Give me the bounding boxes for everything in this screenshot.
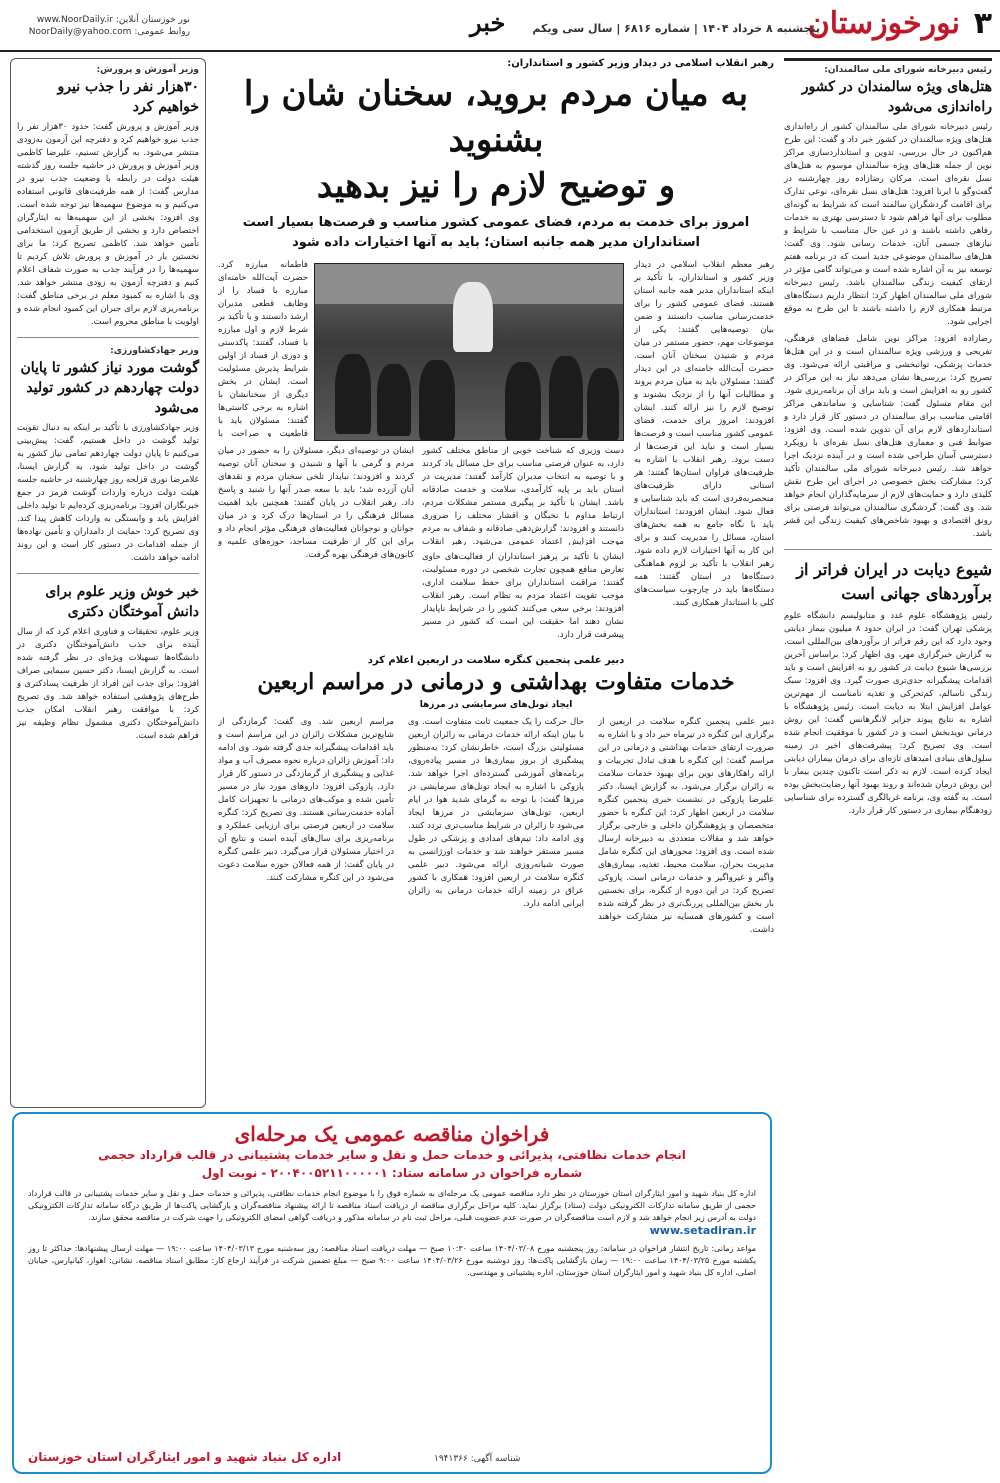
section-title: خبر	[470, 8, 506, 37]
left-story-1	[17, 65, 199, 329]
main-body-left-bottom: ایشان در توصیه‌ای دیگر، مسئولان را به حضور در میان مردم و گرمی با آنها و شنیدن و سخنان آنان توصیه کردند و افزودند: نبایداز تلخی سخنان مردم و نقدهای آنان آزرده شد؛ باید با سعه صدر آنها را شنید و پاسخ داد. رهبر انقلاب در پایان گفتند: همچنین باید اهمیت مسائل فرهنگی را در استان‌ها درک کرد و در میان جوانان و نوجوانان فعالیت‌های فرهنگی مؤثر انجام داد و برای این کار از ظرفیت مساجد، حوزه‌های علمیه و کانون‌های فرهنگی بهره گرفت.	[218, 446, 414, 560]
main-subheadline	[218, 213, 774, 253]
web-line-1: نور خوزستان آنلاین: www.NoorDaily.ir	[36, 15, 190, 25]
headline: هتل‌های ویژه سالمندان در کشور راه‌اندازی می‌شود	[801, 79, 992, 115]
story2-headline: خدمات متفاوت بهداشتی و درمانی در مراسم اربعین	[257, 669, 735, 695]
photo-figure	[505, 362, 541, 440]
main-story	[218, 58, 774, 647]
headline: گوشت مورد نیاز کشور تا پایان دولت چهاردهم در کشور تولید می‌شود	[20, 360, 199, 416]
photo-figure	[549, 356, 583, 438]
story2-body-center: حال حرکت را یک جمعیت ثابت متفاوت است. وی با بیان اینکه ارائه خدمات درمانی به زائران اربعین مسئولیتی بزرگ است، خاطرنشان کرد: به‌منظور پیشگیری از بروز بیماری‌ها در مسیر پیاده‌روی، برنامه‌های آموزشی گسترده‌ای اجرا خواهد شد. پازوکی با اشاره به ایجاد تونل‌های سرمایشی در مرزها گفت: با توجه به گرمای شدید هوا در ایام اربعین، تونل‌های سرمایشی در مرزها ایجاد می‌شود تا زائران در شرایط مناسب‌تری تردد کنند. وی ادامه داد: تیم‌های امدادی و پزشکی در طول مسیر مستقر خواهند شد و خدمات اورژانسی به صورت شبانه‌روزی ارائه می‌شود. دبیر علمی کنگره سلامت در اربعین افزود: همکاری با کشور عراق در زمینه ارائه خدمات درمانی به زائران ایرانی ادامه دارد.	[408, 717, 584, 909]
main-kicker: رهبر انقلاب اسلامی در دیدار وزیر کشور و استانداران:	[507, 58, 774, 69]
body-text: وزیر آموزش و پرورش گفت: حدود ۳۰هزار نفر را جذب نیرو خواهیم کرد و دفترچه این آزمون به‌زودی منتشر می‌شود. به گزارش تسنیم، علیرضا کاظمی وزیر آموزش و پرورش در حاشیه جلسه روز گذشته هیئت دولت در رابطه با وضعیت جذب نیرو در مدارس گفت: از همه ظرفیت‌های قانونی استفاده می‌کنیم و به موضوع سهمیه‌ها نیز توجه شده است. وی افزود: بخشی از این سهمیه‌ها به ایثارگران اختصاص دارد و بخشی از طریق آزمون استخدامی تأمین خواهد شد. کاظمی تصریح کرد: ما برای نخستین بار در آموزش و پرورش تلاش کردیم تا سهمیه‌ها را در فرآیند جذب به صورت شفاف اعلام کنیم و دفترچه آزمون به زودی منتشر خواهد شد. وی با اشاره به کمبود معلم در برخی مناطق گفت: برنامه‌ریزی لازم برای جبران این کمبود انجام شده و اولویت با مناطق محروم است.	[17, 122, 199, 327]
main-body-right: رهبر معظم انقلاب اسلامی در دیدار وزیر کشور و استانداران، با تأکید بر اینکه استانداران مدیر همه جانبه استان هستند، فضای عمومی کشور را برای خدمت‌رسانی مناسب دانستند و ضمن بیان توصیه‌هایی گفتند: یکی از موضوعات مهم، حضور مستمر در میان مردم و شنیدن سخنان آنان است. حضرت آیت‌الله خامنه‌ای در این دیدار گفتند: مسئولان باید به میان مردم بروند و مطالبات آنها را از نزدیک بشنوند و توضیح لازم را نیز ارائه کنند. ایشان افزودند: امروز برای خدمت، فضای عمومی کشور مناسب است و فرصت‌ها بسیار است و نباید این فرصت‌ها از دست برود. رهبر انقلاب با اشاره به ظرفیت‌های فراوان استان‌ها گفتند: هر استانی دارای ظرفیت‌های منحصربه‌فردی است که باید شناسایی و فعال شود. ایشان افزودند: استانداران باید با نگاه جامع به همه بخش‌های استان، مسائل را مدیریت کنند و برای این کار به آنها اختیارات لازم داده شود. رهبر انقلاب با تأکید بر لزوم هماهنگی دستگاه‌ها در استان گفتند: همه دستگاه‌ها باید در چارچوب سیاست‌های کلی با استاندار همکاری کنند.	[634, 260, 774, 608]
ad-subtitle-2: شماره فراخوان در سامانه ستاد: ۲۰۰۴۰۰۵۲۱۱۰۰۰۰۰۱ - نوبت اول	[201, 1166, 583, 1180]
right-column	[784, 58, 992, 1476]
main-headline-line-2: و توضیح لازم را نیز بدهید	[316, 166, 676, 206]
main-headline-line-1: به میان مردم بروید، سخنان شان را بشنوید	[243, 74, 749, 160]
newspaper-logo	[808, 6, 960, 41]
headline: شیوع دیابت در ایران فراتر از برآوردهای جهانی است	[796, 560, 992, 603]
photo-figure	[587, 368, 619, 440]
meeting-photo	[314, 263, 624, 441]
divider	[17, 337, 199, 338]
story2-kicker: دبیر علمی پنجمین کنگره سلامت در اربعین اعلام کرد	[367, 655, 625, 666]
right-story-2	[784, 558, 992, 818]
web-info	[10, 14, 190, 38]
main-body-left: فاطمانه مبارزه کرد. حضرت آیت‌الله خامنه‌ای مبارزه با فساد را از وظایف قطعی مدیران ارشد دانستند و با تأکید بر شرط لازم و اول مبارزه با فساد، گفتند: پاکدستی و دوری از فساد از اولین شرایط پذیرش مسئولیت است. ایشان در بخش دیگری از سخنانشان با اشاره به برخی کاستی‌ها گفتند: مسئولان باید با قاطعیت و صراحت با	[218, 260, 308, 437]
ad-footer: اداره کل بنیاد شهید و امور ایثارگران استان خوزستان	[28, 1450, 342, 1464]
ad-website-link[interactable]: www.setadiran.ir	[649, 1224, 756, 1237]
left-column	[10, 58, 206, 1108]
ad-body: اداره کل بنیاد شهید و امور ایثارگران استان خوزستان در نظر دارد مناقصه عمومی یک مرحله‌ای به شماره فوق را با موضوع انجام خدمات نظافتی، پذیرائی و خدمات حمل و نقل و سایر خدمات پشتیبانی در قالب قرارداد حجمی از طریق سامانه تدارکات الکترونیکی دولت (ستاد) برگزار نماید. کلیه مراحل برگزاری مناقصه از دریافت اسناد مناقصه تا ارائه پیشنهاد مناقصه‌گران و بازگشایی پاکت‌ها از طریق درگاه سامانه تدارکات الکترونیکی دولت به آدرس زیر انجام خواهد شد و لازم است مناقصه‌گران در صورت عدم عضویت قبلی، مراحل ثبت نام در سامانه مذکور و دریافت گواهی امضای الکترونیکی را جهت شرکت در مناقصه محقق سازند.	[28, 1189, 756, 1222]
kicker: وزیر جهادکشاورزی:	[110, 346, 199, 356]
logo-text: نورخوزستان	[807, 6, 960, 41]
divider	[784, 549, 992, 550]
web-line-2: روابط عمومی: NoorDaily@yahoo.com	[28, 27, 190, 37]
kicker: وزیر آموزش و پرورش:	[96, 65, 199, 75]
arbaeen-story	[218, 655, 774, 1186]
center-column	[218, 58, 774, 1186]
body-text-continued: رضازاده افزود: مراکز نوین شامل فضاهای فرهنگی، تفریحی و ورزشی ویژه سالمندان است و در این هتل‌ها خدمات پزشکی، توانبخشی و مراقبتی ارائه می‌شود. وی تصریح کرد: بررسی‌ها نشان می‌دهد نیاز به این مراکز در کشور رو به افزایش است و باید برای آن برنامه‌ریزی شود. این مقام مسئول گفت: شناسایی و ساماندهی مراکز اقامتی مناسب برای سالمندان در دستور کار قرار دارد و استانداردهای لازم برای آن تدوین شده است. وی افزود: ضوابط فنی و معماری هتل‌های نسل نقره‌ای با رویکرد دسترسی آسان طراحی شده است و در آینده نزدیک اجرا خواهد شد. رئیس دبیرخانه شورای ملی سالمندان تأکید کرد: مشارکت بخش خصوصی در اجرای این طرح نقش کلیدی دارد و حمایت‌های لازم از سرمایه‌گذاران انجام خواهد شد. وی گفت: گردشگری سالمندان می‌تواند فرصتی برای رونق اقتصادی و بهبود شاخص‌های کیفیت زندگی این قشر باشد.	[784, 334, 992, 539]
photo-leader-figure	[453, 282, 493, 352]
headline: ۳۰هزار نفر را جذب نیرو خواهیم کرد	[57, 79, 199, 115]
story2-body-left: مراسم اربعین شد. وی گفت: گرمازدگی از شایع‌ترین مشکلات زائران در این مراسم است و باید اقدامات پیشگیرانه جدی گرفته شود. وی ادامه داد: آموزش زائران درباره نحوه مصرف آب و مواد غذایی و پیشگیری از گرمازدگی در دستور کار قرار دارد. پازوکی افزود: داروهای مورد نیاز در مسیر تأمین شده و موکب‌های درمانی با تجهیزات کامل آماده خدمت‌رسانی هستند. وی تصریح کرد: کنگره سلامت در اربعین فرصتی برای ارزیابی عملکرد و برنامه‌ریزی برای سال‌های آینده است و نتایج آن در اختیار مسئولان قرار می‌گیرد. دبیر علمی کنگره در پایان گفت: از همه فعالان حوزه سلامت دعوت می‌شود در این کنگره مشارکت کنند.	[218, 717, 394, 883]
subheadline-line-1: امروز برای خدمت به مردم، فضای عمومی کشور مناسب و فرصت‌ها بسیار است	[242, 215, 750, 230]
kicker: رئیس دبیرخانه شورای ملی سالمندان:	[824, 65, 992, 75]
photo-figure	[335, 354, 371, 434]
main-story-body	[218, 259, 774, 647]
body-text: رئیس دبیرخانه شورای ملی سالمندان کشور از راه‌اندازی هتل‌های ویژه سالمندان در کشور خبر داد و گفت: این طرح هم‌اکنون در حال بررسی، تدوین و استانداردسازی مراکز نوین از جمله هتل‌های ویژه سالمندان موسوم به هتل‌های نسل نقره‌ای است. مرکان رضازاده روز چهارشنبه در گفت‌وگو با ایرنا افزود: هتل‌های نسل نقره‌ای، نوعی تدارک برای اقامت گردشگران سالمند است که شرایط به گونه‌ای مطلوب برای آنها فراهم شود تا دسترسی بهتری به خدمات رفاهی داشته باشند و در عین حال متناسب با شرایط و نیازهای جسمی آنان، خدمات رسانی شود. وی گفت: هتل‌های سالمندان موضوعی جدید است که در برنامه هفتم توسعه نیز به آن اشاره شده است و می‌تواند گامی مؤثر در ارتقای کیفیت زندگی سالمندان باشد. رئیس دبیرخانه شورای ملی سالمندان اظهار کرد: انتظار داریم دستگاه‌های مرتبط همکاری لازم را داشته باشند تا این طرح به موقع اجرایی شود.	[784, 122, 992, 327]
ad-subtitle-1: انجام خدمات نظافتی، پذیرائی و خدمات حمل و نقل و سایر خدمات پشتیبانی در قالب قرارداد حجمی	[98, 1148, 686, 1162]
date-line: پنجشنبه ۸ خرداد ۱۴۰۴ | شماره ۶۸۱۶ | سال سی ویکم	[532, 22, 820, 35]
photo-figure	[377, 364, 411, 436]
masthead	[0, 0, 1000, 52]
body-text: وزیر جهادکشاورزی با تأکید بر اینکه به دنبال تقویت تولید گوشت در داخل هستیم، گفت: پیش‌بینی می‌کنیم تا پایان دولت چهاردهم تمامی نیاز کشور به گوشت در داخل تولید شود. به گزارش ایسنا، غلامرضا نوری قزلجه روز چهارشنبه در حاشیه جلسه هیئت دولت درباره واردات گوشت قرمز در جمع خبرنگاران افزود: برنامه‌ریزی کرده‌ایم تا تولید داخلی افزایش یابد و وابستگی به واردات کاهش پیدا کند. وی تصریح کرد: حمایت از دامداران و تأمین نهاده‌ها از جمله اقدامات در دستور کار است و این روند ادامه خواهد داشت.	[17, 423, 199, 563]
left-story-3	[17, 582, 199, 743]
page-number: ۳	[973, 6, 992, 41]
ad-code: شناسه آگهی: ۱۹۴۱۳۶۶	[434, 1454, 521, 1464]
main-body-center: دست وزیری که شناخت خوبی از مناطق مختلف کشور دارد، به عنوان فرصتی مناسب برای حل مسائل یاد کردند و با توصیه به انتخاب مدیران کارآمد گفتند: مدیریت در استان باید بر پایه کارآمدی، سلامت و خدمت صادقانه باشد. ایشان با تأکید بر پیگیری مستمر مشکلات مردم، ارتباط مداوم با نخبگان و اقشار مختلف را ضروری دانستند و افزودند: گزارش‌دهی صادقانه و شفاف به مردم موجب افزایش اعتماد عمومی می‌شود. رهبر انقلاب	[422, 446, 624, 545]
headline: خبر خوش وزیر علوم برای دانش آموختگان دکتری	[45, 584, 199, 620]
photo-figure	[419, 360, 455, 440]
subheadline-line-2: استانداران مدیر همه جانبه استان؛ باید به آنها اختیارات داده شود	[292, 235, 700, 250]
story2-body-right: دبیر علمی پنجمین کنگره سلامت در اربعین از برگزاری این کنگره در تیرماه خبر داد و با اشاره به ضرورت ارتقای خدمات بهداشتی و درمانی در این مراسم گفت: این کنگره با هدف تبادل تجربیات و ارائه راهکارهای نوین برای بهبود خدمات سلامت به زائران برگزار می‌شود. به گزارش ایسنا، دکتر علیرضا پازوکی در نشست خبری پنجمین کنگره سلامت در اربعین اظهار کرد: این کنگره با حضور متخصصان و پژوهشگران داخلی و خارجی برگزار خواهد شد و مقالات متعددی به دبیرخانه ارسال شده است. وی افزود: محورهای این کنگره شامل مدیریت بحران، سلامت محیط، تغذیه، بیماری‌های واگیر و غیرواگیر و خدمات درمانی است. پازوکی تصریح کرد: در این دوره از کنگره، برای نخستین بار بخش بین‌المللی پررنگ‌تری در نظر گرفته شده است و کشورهای همسایه نیز مشارکت خواهند داشت.	[598, 717, 774, 935]
ad-dates: مواعد زمانی: تاریخ انتشار فراخوان در سامانه: روز پنجشنبه مورخ ۱۴۰۴/۰۳/۰۸ ساعت ۱۰:۳۰ صبح — مهلت دریافت اسناد مناقصه: روز سه‌شنبه مورخ ۱۴۰۴/۰۳/۱۳ ساعت ۱۹:۰۰ — مهلت ارسال پیشنهادها: حداکثر تا روز یکشنبه مورخ ۱۴۰۴/۰۳/۲۵ ساعت ۱۹:۰۰ — زمان بازگشایی پاکت‌ها: روز دوشنبه مورخ ۱۴۰۴/۰۳/۲۶ ساعت ۹:۰۰ صبح — مبلغ تضمین شرکت در فرآیند ارجاع کار: مطابق اسناد مناقصه. نشانی: اهواز، کیانپارس، خیابان اصلی، اداره کل بنیاد شهید و امور ایثارگران استان خوزستان، اداره پشتیبانی و مهندسی.	[28, 1244, 757, 1277]
divider	[17, 573, 199, 574]
ad-title: فراخوان مناقصه عمومی یک مرحله‌ای	[234, 1122, 550, 1146]
body-text: رئیس پژوهشگاه علوم غدد و متابولیسم دانشگاه علوم پزشکی تهران گفت: در ایران حدود ۸ میلیون بیمار دیابتی وجود دارد که این رقم فراتر از برآوردهای بین‌المللی است. به گزارش خبرگزاری مهر، وی اظهار کرد: براساس آخرین بررسی‌ها شیوع دیابت در کشور رو به افزایش است و باید اقدامات پیشگیرانه جدی‌تری صورت گیرد. وی افزود: سبک زندگی ناسالم، کم‌تحرکی و تغذیه نامناسب از مهم‌ترین عوامل افزایش ابتلا به دیابت است. رئیس پژوهشگاه با اشاره به نتایج پیوند جزایر لانگرهانس گفت: این روش درمانی نویدبخش است و در کشور با موفقیت انجام شده است. وی تصریح کرد: پیشرفت‌های اخیر در زمینه سلول‌های بنیادی امیدهای تازه‌ای برای درمان بیماران دیابتی ایجاد کرده است. لازم به ذکر است تاکنون چندین بیمار با این روش درمان شده‌اند و روند بهبود آنها رضایت‌بخش بوده است. به گفته وی، برنامه غربالگری گسترده برای شناسایی زودهنگام بیماری در دستور کار قرار دارد.	[784, 611, 992, 816]
tender-advertisement	[12, 1112, 772, 1474]
left-story-2	[17, 346, 199, 565]
right-story-1	[784, 58, 992, 541]
main-body-center-2: ایشان با تأکید بر پرهیز استانداران از فعالیت‌های حاوی تعارض منافع همچون تجارت شخصی در دوره مسئولیت، گفتند: مراقبت استانداران برای حفظ سلامت اداری، موجب تقویت اعتماد مردم به نظام است. رهبر انقلاب افزودند: برخی سعی می‌کنند کشور را در شرایط ناپایدار نشان دهند اما حقیقت این است که کشور در مسیر پیشرفت قرار دارد.	[422, 552, 624, 640]
body-text: وزیر علوم، تحقیقات و فناوری اعلام کرد که از سال آینده برای جذب دانش‌آموختگان دکتری در دانشگاه‌ها تسهیلات ویژه‌ای در نظر گرفته شده است. به گزارش ایسنا، دکتر حسین سیمایی صراف افزود: برای جذب این افراد از ظرفیت پسادکتری و طرح‌های پژوهشی استفاده خواهد شد. وی تصریح کرد: با موافقت رهبر انقلاب امکان جذب دانش‌آموختگان دکتری مشمول نظام وظیفه نیز فراهم شده است.	[17, 627, 199, 741]
story2-subheadline: ایجاد تونل‌های سرمایشی در مرزها	[419, 700, 573, 710]
